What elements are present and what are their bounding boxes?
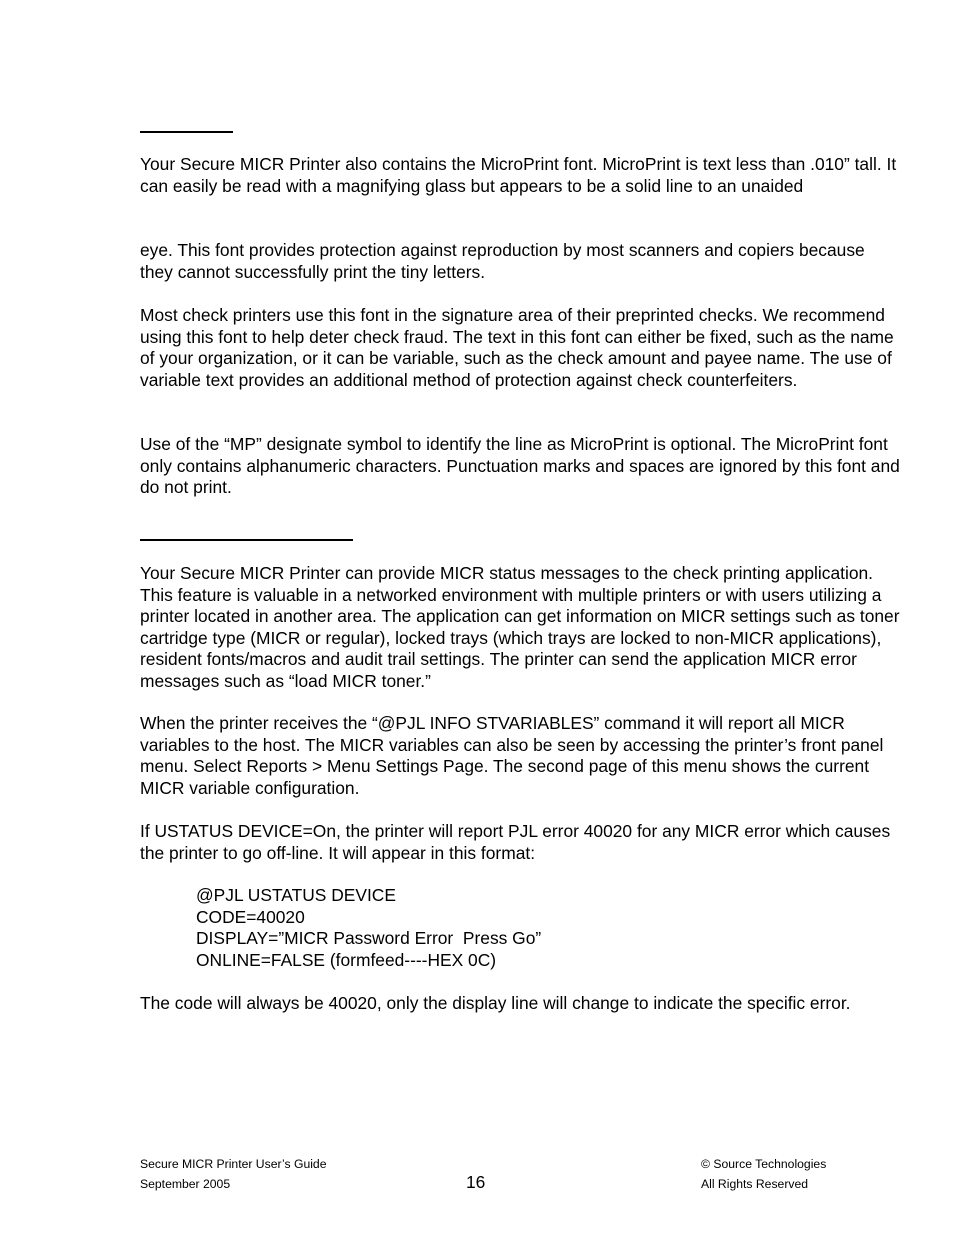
paragraph-status-info-command: When the printer receives the “@PJL INFO STVARIABLES” command it will report all MICR variables to the host. The MICR variables can also be seen by accessing the printer’s front panel menu. Select Reports > Menu Settings Page. The second page of this menu shows the current MICR variable configuration.	[140, 713, 884, 798]
paragraph-microprint-symbol: Use of the “MP” designate symbol to identify the line as MicroPrint is optional. The MicroPrint font only contains alphanumeric characters. Punctuation marks and spaces are ignored by this font and do not print.	[140, 434, 900, 497]
code-line: ONLINE=FALSE (formfeed----HEX 0C)	[196, 949, 497, 970]
paragraph-status-intro: Your Secure MICR Printer can provide MICR status messages to the check printing application. This feature is valuable in a networked environment with multiple printers or with users utilizing a printer located in another area. The application can get information on MICR settings such as toner cartridge type (MICR or regular), locked trays (which trays are locked to non-MICR applications), resident fonts/macros and audit trail settings. The printer can send the application MICR error messages such as “load MICR toner.”	[140, 563, 900, 691]
section-heading-rule-microprint	[140, 131, 233, 133]
paragraph-microprint-intro: Your Secure MICR Printer also contains the MicroPrint font. MicroPrint is text less than .010” tall. It can easily be read with a magnifying glass but appears to be a solid line to an unaided	[140, 154, 897, 196]
footer-right	[701, 1154, 826, 1194]
footer-left	[140, 1154, 327, 1194]
footer-rights: All Rights Reserved	[701, 1177, 809, 1191]
footer-date: September 2005	[140, 1177, 231, 1191]
paragraph-microprint-protection: eye. This font provides protection against reproduction by most scanners and copiers because they cannot successfully print the tiny letters.	[140, 240, 865, 282]
code-line: @PJL USTATUS DEVICE	[196, 885, 396, 905]
code-line: CODE=40020	[196, 906, 305, 927]
paragraph-microprint-usage: Most check printers use this font in the signature area of their preprinted checks. We recommend using this font to help deter check fraud. The text in this font can either be fixed, such as the name of your organization, or it can be variable, such as the check amount and payee name. The use of variable text provides an additional method of protection against check counterfeiters.	[140, 305, 894, 390]
footer-guide-title: Secure MICR Printer User’s Guide	[140, 1157, 327, 1171]
pjl-output-example	[196, 885, 796, 971]
paragraph-status-closing: The code will always be 40020, only the display line will change to indicate the specific error.	[140, 993, 851, 1013]
code-line: DISPLAY=”MICR Password Error Press Go”	[196, 928, 542, 948]
paragraph-status-ustatus: If USTATUS DEVICE=On, the printer will report PJL error 40020 for any MICR error which causes the printer to go off-line. It will appear in this format:	[140, 821, 891, 863]
page-number: 16	[466, 1172, 486, 1192]
section-heading-rule-status	[140, 539, 353, 541]
footer-copyright: © Source Technologies	[701, 1157, 827, 1171]
